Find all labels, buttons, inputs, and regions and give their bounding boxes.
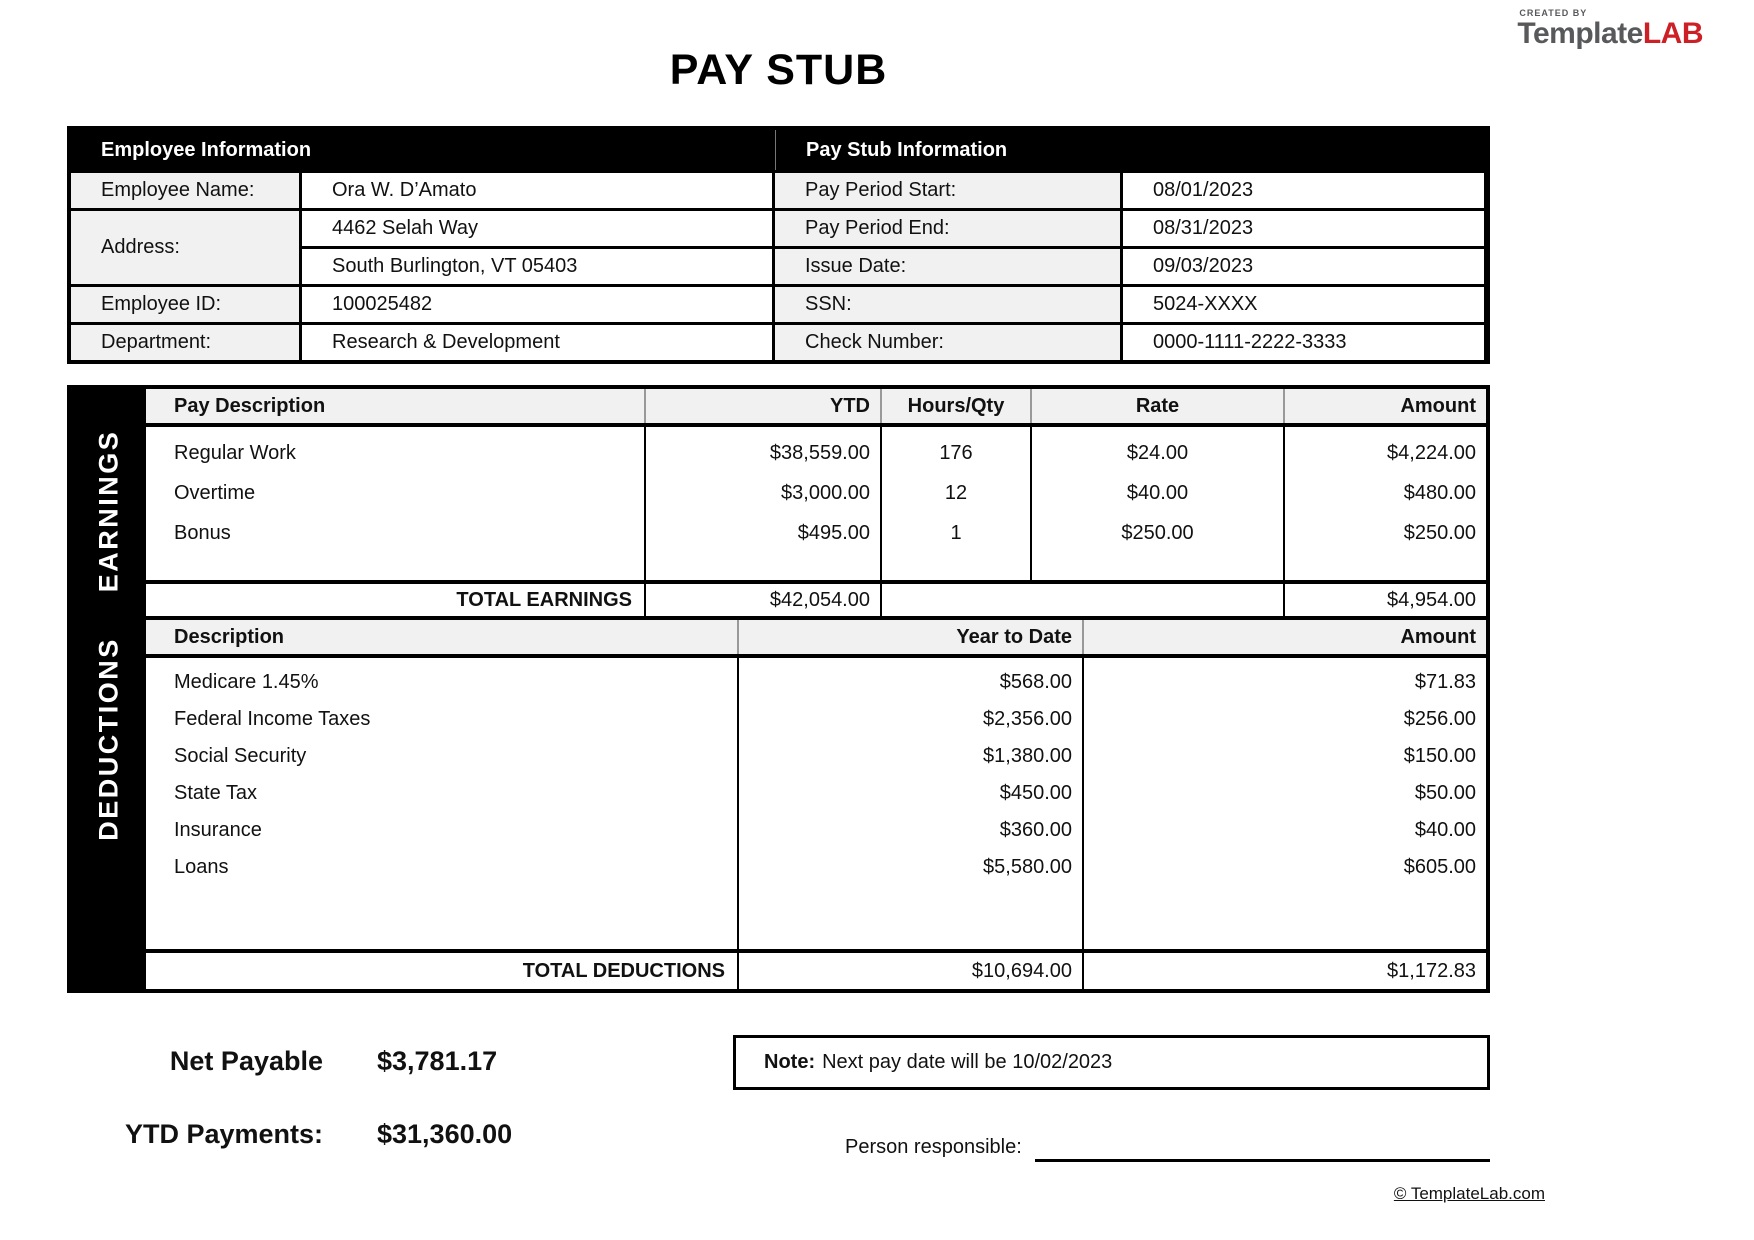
deductions-body: [146, 658, 1486, 953]
note-label: Note:: [764, 1051, 816, 1073]
earnings-section-label: EARNINGS: [93, 429, 123, 593]
total-earnings-row: [146, 584, 1486, 620]
deductions-row-ytd: $1,380.00: [983, 745, 1072, 767]
issue-date-label: Issue Date:: [775, 249, 1120, 284]
deductions-amount-column: [1082, 658, 1486, 949]
deductions-row-ytd: $360.00: [999, 819, 1072, 841]
deductions-row-ytd: $450.00: [999, 782, 1072, 804]
deductions-row-amount: $256.00: [1403, 708, 1476, 730]
check-number-value: 0000-1111-2222-3333: [1123, 325, 1484, 360]
deductions-row-ytd: $2,356.00: [983, 708, 1072, 730]
earnings-col-amount: Amount: [1283, 389, 1486, 423]
earnings-row-hours: 12: [944, 481, 968, 504]
logo-text-template: Template: [1517, 17, 1643, 50]
deductions-row-description: State Tax: [174, 782, 258, 804]
total-deductions-amount: $1,172.83: [1082, 953, 1486, 989]
earnings-col-hours-qty: Hours/Qty: [880, 389, 1030, 423]
total-deductions-row: [146, 953, 1486, 989]
templatelab-copyright-link[interactable]: © TemplateLab.com: [1393, 1184, 1545, 1203]
deductions-col-description: Description: [174, 625, 285, 648]
earnings-row-rate: $24.00: [1126, 441, 1189, 464]
total-earnings-label: TOTAL EARNINGS: [456, 588, 632, 611]
deductions-row-description: Medicare 1.45%: [174, 671, 319, 693]
logo-created-by: CREATED BY: [1519, 8, 1588, 18]
ssn-label: SSN:: [775, 287, 1120, 322]
pay-period-end-label: Pay Period End:: [775, 211, 1120, 246]
table-content: [146, 389, 1486, 989]
earnings-row-rate: $40.00: [1126, 481, 1189, 504]
paystub-info-header: Pay Stub Information: [775, 130, 1484, 170]
earnings-row-amount: $250.00: [1403, 521, 1476, 544]
person-responsible-label: Person responsible:: [845, 1136, 1022, 1158]
employee-info-header: Employee Information: [71, 130, 772, 170]
total-deductions-label: TOTAL DEDUCTIONS: [522, 959, 725, 982]
earnings-row-description: Bonus: [174, 521, 231, 544]
earnings-row-amount: $480.00: [1403, 481, 1476, 504]
deductions-row-description: Loans: [174, 856, 229, 878]
address-label: Address:: [71, 211, 299, 284]
deductions-row-amount: $605.00: [1403, 856, 1476, 878]
total-earnings-ytd: $42,054.00: [644, 584, 880, 616]
pay-period-start-value: 08/01/2023: [1123, 173, 1484, 208]
person-responsible-signature-line: [1035, 1159, 1490, 1162]
deductions-row-description: Federal Income Taxes: [174, 708, 371, 730]
net-payable-value: $3,781.17: [377, 1046, 498, 1076]
earnings-row-ytd: $495.00: [797, 521, 870, 544]
templatelab-logo: [1517, 8, 1703, 50]
check-number-label: Check Number:: [775, 325, 1120, 360]
earnings-row-description: Overtime: [174, 481, 256, 504]
earnings-row-rate: $250.00: [1121, 521, 1194, 544]
section-side-band: [71, 389, 146, 989]
deductions-row-ytd: $568.00: [999, 671, 1072, 693]
note-text: Next pay date will be 10/02/2023: [822, 1051, 1113, 1073]
total-earnings-amount: $4,954.00: [1283, 584, 1486, 616]
earnings-deductions-table: [67, 385, 1490, 993]
deductions-row-amount: $150.00: [1403, 745, 1476, 767]
earnings-body: [146, 427, 1486, 584]
earnings-description-column: [146, 427, 644, 580]
deductions-ytd-column: [737, 658, 1082, 949]
deductions-section-label: DEDUCTIONS: [93, 637, 123, 841]
issue-date-value: 09/03/2023: [1123, 249, 1484, 284]
total-deductions-ytd: $10,694.00: [737, 953, 1082, 989]
logo-text-lab: LAB: [1642, 17, 1703, 50]
earnings-hours-column: [880, 427, 1030, 580]
employee-name-label: Employee Name:: [71, 173, 299, 208]
earnings-header-row: [146, 389, 1486, 427]
deductions-row-amount: $40.00: [1414, 819, 1476, 841]
pay-period-end-value: 08/31/2023: [1123, 211, 1484, 246]
earnings-col-rate: Rate: [1030, 389, 1283, 423]
earnings-row-ytd: $38,559.00: [769, 441, 870, 464]
earnings-amount-column: [1283, 427, 1486, 580]
earnings-col-ytd: YTD: [644, 389, 880, 423]
logo-wordmark: [1517, 18, 1703, 50]
deductions-row-ytd: $5,580.00: [983, 856, 1072, 878]
earnings-row-hours: 1: [950, 521, 962, 544]
pay-period-start-label: Pay Period Start:: [775, 173, 1120, 208]
deductions-row-description: Insurance: [174, 819, 262, 841]
deductions-description-column: [146, 658, 737, 949]
deductions-row-amount: $50.00: [1414, 782, 1476, 804]
address-line2-value: South Burlington, VT 05403: [302, 249, 772, 284]
net-payable-label: Net Payable: [169, 1046, 323, 1076]
deductions-row-amount: $71.83: [1414, 671, 1476, 693]
note-box: [733, 1035, 1490, 1090]
earnings-col-pay-description: Pay Description: [174, 394, 326, 417]
deductions-header-row: [146, 620, 1486, 658]
deductions-col-amount: Amount: [1082, 620, 1486, 654]
department-label: Department:: [71, 325, 299, 360]
ssn-value: 5024-XXXX: [1123, 287, 1484, 322]
employee-id-value: 100025482: [302, 287, 772, 322]
earnings-row-ytd: $3,000.00: [781, 481, 870, 504]
earnings-row-hours: 176: [939, 441, 973, 464]
employee-paystub-info-table: [67, 126, 1490, 364]
department-value: Research & Development: [302, 325, 772, 360]
deductions-row-description: Social Security: [174, 745, 307, 767]
employee-id-label: Employee ID:: [71, 287, 299, 322]
earnings-row-description: Regular Work: [174, 441, 296, 464]
deductions-col-year-to-date: Year to Date: [737, 620, 1082, 654]
earnings-row-amount: $4,224.00: [1387, 441, 1476, 464]
total-earnings-spacer: [880, 584, 1283, 616]
employee-name-value: Ora W. D’Amato: [302, 173, 772, 208]
address-line1-value: 4462 Selah Way: [302, 211, 772, 246]
earnings-rate-column: [1030, 427, 1283, 580]
ytd-payments-label: YTD Payments:: [124, 1119, 323, 1149]
earnings-ytd-column: [644, 427, 880, 580]
page-title: PAY STUB: [669, 46, 888, 94]
ytd-payments-value: $31,360.00: [377, 1119, 513, 1149]
